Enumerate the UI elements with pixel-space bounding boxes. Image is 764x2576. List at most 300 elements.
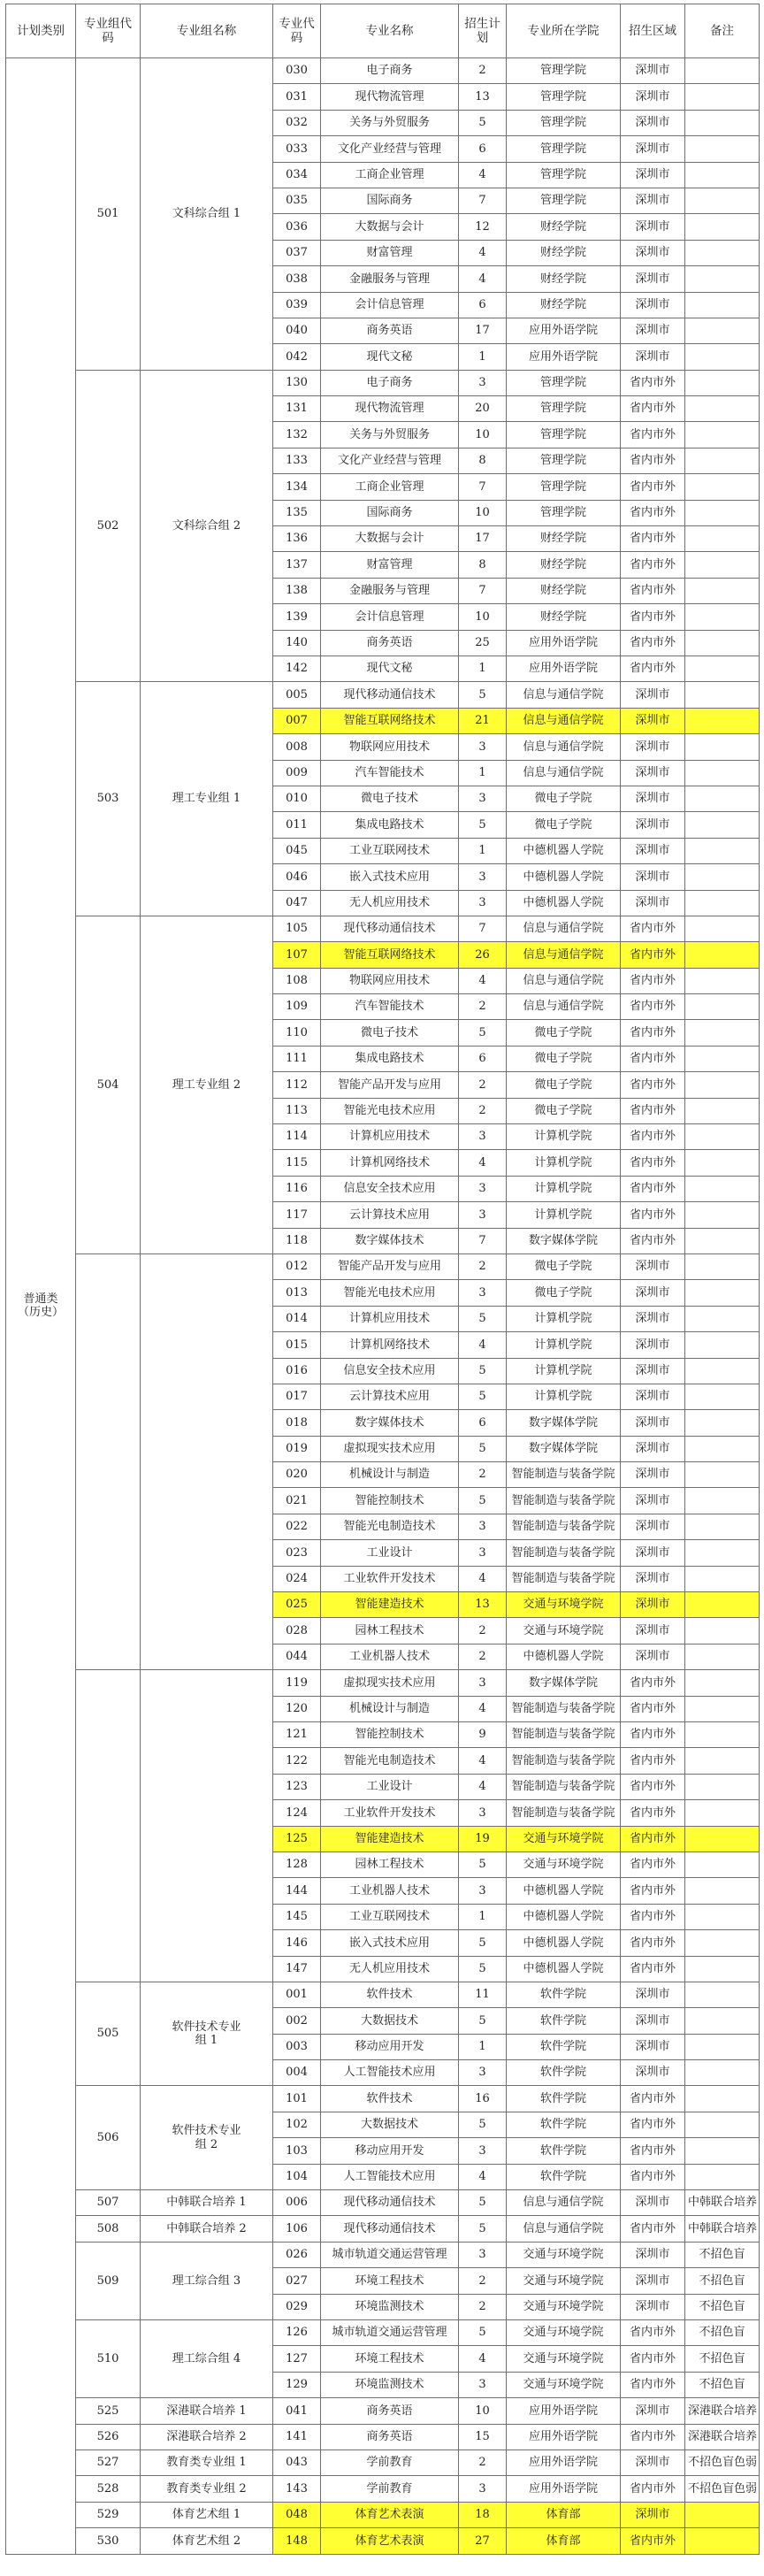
remarks [685,1540,760,1566]
region: 省内市外 [621,1800,685,1826]
remarks: 中韩联合培养 [685,2216,760,2242]
quota: 3 [459,1514,507,1539]
region: 深圳市 [621,2008,685,2034]
college: 管理学院 [507,474,621,500]
table-row [6,2086,760,2112]
header-college: 专业所在学院 [507,4,621,58]
quota: 5 [459,1358,507,1384]
region: 深圳市 [621,162,685,188]
region: 深圳市 [621,318,685,343]
quota: 5 [459,2112,507,2137]
remarks [685,1592,760,1618]
plan-category-cell: 普通类 （历史） [6,58,76,2555]
remarks [685,1904,760,1929]
quota: 26 [459,942,507,968]
remarks [685,318,760,343]
table-row [6,2398,760,2424]
college: 微电子学院 [507,1020,621,1046]
college: 软件学院 [507,2086,621,2112]
group-name-cell: 中韩联合培养 1 [141,2190,273,2216]
header-plan-category: 计划类别 [6,4,76,58]
quota: 3 [459,864,507,890]
quota: 5 [459,812,507,838]
region: 省内市外 [621,422,685,448]
college: 交通与环境学院 [507,1592,621,1618]
major-code: 014 [273,1306,321,1331]
major-code: 032 [273,110,321,135]
major-name: 智能互联网络技术 [321,942,459,968]
major-name: 汽车智能技术 [321,760,459,786]
major-name: 工业互联网技术 [321,838,459,863]
region: 深圳市 [621,2502,685,2527]
quota: 4 [459,1696,507,1721]
remarks [685,500,760,525]
college: 微电子学院 [507,1098,621,1123]
remarks [685,2008,760,2034]
major-name: 金融服务与管理 [321,578,459,603]
college: 交通与环境学院 [507,2372,621,2397]
quota: 1 [459,2034,507,2059]
major-name: 城市轨道交通运营管理 [321,2319,459,2345]
remarks [685,838,760,863]
remarks [685,2060,760,2086]
major-code: 126 [273,2319,321,2345]
quota: 4 [459,1748,507,1774]
college: 信息与通信学院 [507,682,621,708]
college: 财经学院 [507,214,621,240]
college: 微电子学院 [507,1254,621,1279]
major-code: 124 [273,1800,321,1826]
major-name: 集成电路技术 [321,812,459,838]
remarks: 不招色盲 [685,2346,760,2372]
remarks [685,760,760,786]
remarks [685,1488,760,1514]
college: 智能制造与装备学院 [507,1774,621,1799]
major-code: 026 [273,2242,321,2267]
college: 中德机器人学院 [507,1930,621,1956]
group-name-cell [141,1254,273,1669]
college: 软件学院 [507,2034,621,2059]
major-name: 工业设计 [321,1774,459,1799]
quota: 13 [459,84,507,110]
major-name: 商务英语 [321,2398,459,2424]
table-row [6,1254,760,1279]
remarks [685,1930,760,1956]
quota: 4 [459,1774,507,1799]
header-enrollment-quota: 招生计划 [459,4,507,58]
college: 应用外语学院 [507,656,621,681]
group-code-cell: 530 [76,2528,141,2554]
major-code: 038 [273,266,321,292]
major-name: 现代移动通信技术 [321,2190,459,2216]
college: 交通与环境学院 [507,1826,621,1852]
quota: 3 [459,1202,507,1228]
remarks [685,1072,760,1098]
major-code: 031 [273,84,321,110]
major-code: 119 [273,1670,321,1696]
major-name: 会计信息管理 [321,604,459,630]
major-code: 143 [273,2476,321,2502]
remarks [685,1228,760,1254]
quota: 5 [459,2216,507,2242]
major-name: 计算机应用技术 [321,1124,459,1150]
college: 中德机器人学院 [507,1956,621,1982]
college: 软件学院 [507,2112,621,2137]
region: 省内市外 [621,2319,685,2345]
college: 体育部 [507,2528,621,2554]
major-name: 智能光电技术应用 [321,1280,459,1306]
major-name: 大数据与会计 [321,526,459,552]
college: 计算机学院 [507,1124,621,1150]
region: 深圳市 [621,1488,685,1514]
major-code: 004 [273,2060,321,2086]
major-code: 035 [273,188,321,213]
region: 省内市外 [621,656,685,681]
quota: 16 [459,2086,507,2112]
remarks [685,1748,760,1774]
major-code: 136 [273,526,321,552]
college: 计算机学院 [507,1202,621,1228]
region: 省内市外 [621,500,685,525]
major-code: 118 [273,1228,321,1254]
major-code: 145 [273,1904,321,1929]
remarks [685,58,760,84]
major-code: 016 [273,1358,321,1384]
college: 应用外语学院 [507,630,621,656]
major-name: 数字媒体技术 [321,1410,459,1436]
major-code: 106 [273,2216,321,2242]
major-name: 软件技术 [321,1982,459,2007]
region: 深圳市 [621,1332,685,1358]
major-code: 044 [273,1644,321,1669]
major-code: 121 [273,1722,321,1748]
quota: 4 [459,240,507,265]
major-name: 智能产品开发与应用 [321,1072,459,1098]
remarks [685,2164,760,2189]
quota: 18 [459,2502,507,2527]
region: 深圳市 [621,1618,685,1644]
group-name-cell: 理工专业组 2 [141,916,273,1254]
major-code: 037 [273,240,321,265]
region: 深圳市 [621,1540,685,1566]
region: 深圳市 [621,1514,685,1539]
major-code: 131 [273,396,321,422]
major-code: 011 [273,812,321,838]
quota: 10 [459,2398,507,2424]
major-code: 028 [273,1618,321,1644]
region: 深圳市 [621,292,685,318]
major-name: 大数据技术 [321,2112,459,2137]
quota: 10 [459,422,507,448]
quota: 5 [459,2190,507,2216]
college: 管理学院 [507,58,621,84]
college: 管理学院 [507,370,621,395]
group-code-cell: 509 [76,2242,141,2319]
remarks [685,1124,760,1150]
region: 深圳市 [621,1982,685,2007]
region: 省内市外 [621,1722,685,1748]
quota: 3 [459,1878,507,1904]
region: 省内市外 [621,1202,685,1228]
remarks [685,786,760,811]
remarks: 不招色盲 [685,2242,760,2267]
major-code: 140 [273,630,321,656]
region: 深圳市 [621,188,685,213]
region: 深圳市 [621,1644,685,1669]
table-row [6,682,760,708]
college: 软件学院 [507,1982,621,2007]
group-code-cell: 501 [76,58,141,371]
region: 省内市外 [621,2164,685,2189]
major-code: 034 [273,162,321,188]
major-name: 体育艺术表演 [321,2528,459,2554]
college: 管理学院 [507,396,621,422]
remarks [685,916,760,941]
remarks [685,1020,760,1046]
remarks [685,1098,760,1123]
quota: 1 [459,344,507,370]
remarks [685,812,760,838]
region: 省内市外 [621,1098,685,1123]
quota: 2 [459,1618,507,1644]
quota: 5 [459,2319,507,2345]
major-name: 大数据与会计 [321,214,459,240]
college: 财经学院 [507,240,621,265]
quota: 9 [459,1722,507,1748]
quota: 20 [459,396,507,422]
region: 深圳市 [621,84,685,110]
header-remarks: 备注 [685,4,760,58]
remarks [685,734,760,760]
major-code: 130 [273,370,321,395]
major-name: 工商企业管理 [321,162,459,188]
major-name: 工业设计 [321,1540,459,1566]
remarks [685,1202,760,1228]
major-name: 环境监测技术 [321,2372,459,2397]
remarks [685,526,760,552]
remarks [685,188,760,213]
college: 体育部 [507,2502,621,2527]
major-code: 101 [273,2086,321,2112]
major-name: 金融服务与管理 [321,266,459,292]
quota: 3 [459,2476,507,2502]
region: 深圳市 [621,110,685,135]
region: 省内市外 [621,1228,685,1254]
major-name: 现代文秘 [321,656,459,681]
college: 管理学院 [507,136,621,162]
major-name: 人工智能技术应用 [321,2060,459,2086]
major-code: 005 [273,682,321,708]
major-name: 现代物流管理 [321,84,459,110]
quota: 3 [459,370,507,395]
region: 省内市外 [621,1020,685,1046]
region: 深圳市 [621,2294,685,2319]
college: 计算机学院 [507,1358,621,1384]
region: 省内市外 [621,2528,685,2554]
major-name: 软件技术 [321,2086,459,2112]
major-name: 城市轨道交通运营管理 [321,2242,459,2267]
quota: 3 [459,1280,507,1306]
remarks [685,1358,760,1384]
major-code: 128 [273,1852,321,1877]
remarks [685,1410,760,1436]
major-code: 105 [273,916,321,941]
major-code: 103 [273,2138,321,2164]
remarks [685,1696,760,1721]
group-name-cell: 理工综合组 3 [141,2242,273,2319]
major-name: 嵌入式技术应用 [321,1930,459,1956]
major-code: 120 [273,1696,321,1721]
college: 信息与通信学院 [507,916,621,941]
remarks [685,370,760,395]
quota: 7 [459,474,507,500]
quota: 13 [459,1592,507,1618]
major-name: 电子商务 [321,58,459,84]
remarks [685,552,760,578]
region: 省内市外 [621,448,685,473]
table-row [6,1670,760,1696]
quota: 2 [459,58,507,84]
remarks [685,1774,760,1799]
quota: 2 [459,1098,507,1123]
remarks [685,1826,760,1852]
major-name: 电子商务 [321,370,459,395]
college: 智能制造与装备学院 [507,1696,621,1721]
major-code: 012 [273,1254,321,1279]
major-code: 147 [273,1956,321,1982]
region: 省内市外 [621,2372,685,2397]
major-code: 046 [273,864,321,890]
college: 应用外语学院 [507,2450,621,2475]
major-name: 虚拟现实技术应用 [321,1670,459,1696]
college: 财经学院 [507,578,621,603]
major-code: 018 [273,1410,321,1436]
remarks [685,1852,760,1877]
major-name: 计算机网络技术 [321,1150,459,1176]
major-name: 微电子技术 [321,1020,459,1046]
major-code: 137 [273,552,321,578]
region: 深圳市 [621,1306,685,1331]
college: 交通与环境学院 [507,1852,621,1877]
quota: 25 [459,630,507,656]
group-code-cell [76,1254,141,1669]
major-code: 109 [273,994,321,1020]
region: 深圳市 [621,838,685,863]
college: 计算机学院 [507,1384,621,1409]
region: 深圳市 [621,344,685,370]
college: 信息与通信学院 [507,2216,621,2242]
remarks [685,1046,760,1071]
group-name-cell: 体育艺术组 2 [141,2528,273,2554]
college: 管理学院 [507,188,621,213]
region: 深圳市 [621,1462,685,1488]
college: 数字媒体学院 [507,1436,621,1461]
major-code: 045 [273,838,321,863]
major-name: 无人机应用技术 [321,890,459,916]
major-name: 机械设计与制造 [321,1462,459,1488]
quota: 4 [459,1566,507,1591]
major-name: 环境工程技术 [321,2346,459,2372]
college: 信息与通信学院 [507,2190,621,2216]
major-code: 008 [273,734,321,760]
major-code: 108 [273,968,321,993]
major-name: 商务英语 [321,2424,459,2450]
table-row [6,370,760,395]
major-name: 计算机网络技术 [321,1332,459,1358]
remarks [685,136,760,162]
quota: 2 [459,1462,507,1488]
group-code-cell [76,1670,141,1982]
college: 计算机学院 [507,1150,621,1176]
remarks [685,1878,760,1904]
remarks [685,1670,760,1696]
major-code: 027 [273,2268,321,2294]
region: 省内市外 [621,578,685,603]
quota: 11 [459,1982,507,2007]
quota: 3 [459,890,507,916]
major-name: 国际商务 [321,500,459,525]
quota: 6 [459,292,507,318]
major-name: 智能建造技术 [321,1592,459,1618]
college: 管理学院 [507,500,621,525]
region: 深圳市 [621,136,685,162]
remarks: 深港联合培养 [685,2424,760,2450]
region: 省内市外 [621,1150,685,1176]
remarks [685,2138,760,2164]
major-name: 智能建造技术 [321,1826,459,1852]
region: 省内市外 [621,552,685,578]
college: 财经学院 [507,526,621,552]
college: 交通与环境学院 [507,1618,621,1644]
major-name: 智能互联网络技术 [321,708,459,733]
major-name: 工业机器人技术 [321,1878,459,1904]
remarks [685,1982,760,2007]
region: 深圳市 [621,2242,685,2267]
major-code: 148 [273,2528,321,2554]
college: 软件学院 [507,2060,621,2086]
major-name: 集成电路技术 [321,1046,459,1071]
major-code: 043 [273,2450,321,2475]
region: 省内市外 [621,396,685,422]
quota: 3 [459,734,507,760]
remarks [685,1384,760,1409]
group-name-cell: 软件技术专业 组 2 [141,2086,273,2190]
college: 微电子学院 [507,1072,621,1098]
major-name: 移动应用开发 [321,2138,459,2164]
major-name: 信息安全技术应用 [321,1358,459,1384]
college: 信息与通信学院 [507,760,621,786]
header-group-name: 专业组名称 [141,4,273,58]
remarks [685,448,760,473]
major-code: 129 [273,2372,321,2397]
quota: 3 [459,2372,507,2397]
major-code: 039 [273,292,321,318]
major-name: 智能控制技术 [321,1722,459,1748]
region: 省内市外 [621,1930,685,1956]
quota: 3 [459,2242,507,2267]
major-code: 042 [273,344,321,370]
major-code: 144 [273,1878,321,1904]
quota: 5 [459,1020,507,1046]
remarks [685,266,760,292]
remarks [685,1722,760,1748]
quota: 4 [459,1150,507,1176]
major-code: 104 [273,2164,321,2189]
quota: 5 [459,1852,507,1877]
major-name: 环境工程技术 [321,2268,459,2294]
college: 应用外语学院 [507,2398,621,2424]
group-name-cell: 文科综合组 2 [141,370,273,682]
